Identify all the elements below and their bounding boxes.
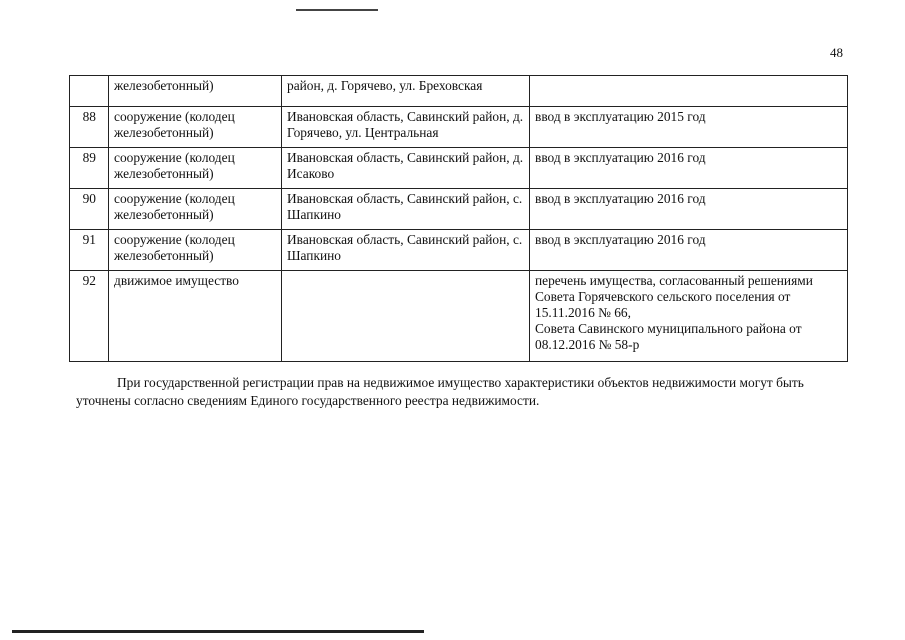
- object-address: Ивановская область, Савинский район, с. Шапкино: [282, 189, 530, 230]
- scan-mark-top: [296, 9, 378, 11]
- row-number: [70, 76, 109, 107]
- registration-note: При государственной регистрации прав на недвижимое имущество характеристики объектов недвижимости могут быть уточнены согласно сведениям Единого государственного реестра недвижимости.: [76, 375, 804, 408]
- table-row: [70, 148, 848, 189]
- remark-line: ввод в эксплуатацию 2016 год: [535, 232, 706, 247]
- property-table: [69, 75, 848, 362]
- object-address: Ивановская область, Савинский район, д. Исаково: [282, 148, 530, 189]
- table-row: [70, 76, 848, 107]
- row-number: 89: [70, 148, 109, 189]
- object-name: железобетонный): [109, 76, 282, 107]
- remark-line: ввод в эксплуатацию 2016 год: [535, 150, 706, 165]
- scan-mark-bottom: [12, 630, 424, 633]
- object-remarks: [530, 148, 848, 189]
- object-remarks: [530, 107, 848, 148]
- remark-line: перечень имущества, согласованный решениями Совета Горячевского сельского поселения от 15.11.2016 № 66,: [535, 273, 813, 320]
- object-remarks: [530, 76, 848, 107]
- object-address: Ивановская область, Савинский район, д. Горячево, ул. Центральная: [282, 107, 530, 148]
- object-remarks: [530, 230, 848, 271]
- object-remarks: [530, 271, 848, 362]
- object-address: [282, 271, 530, 362]
- table-row: [70, 271, 848, 362]
- table-row: [70, 107, 848, 148]
- object-remarks: [530, 189, 848, 230]
- object-name: сооружение (колодец железобетонный): [109, 148, 282, 189]
- object-name: сооружение (колодец железобетонный): [109, 230, 282, 271]
- remark-line: ввод в эксплуатацию 2016 год: [535, 191, 706, 206]
- remark-line: ввод в эксплуатацию 2015 год: [535, 109, 706, 124]
- object-address: район, д. Горячево, ул. Бреховская: [282, 76, 530, 107]
- object-name: сооружение (колодец железобетонный): [109, 189, 282, 230]
- table-row: [70, 230, 848, 271]
- row-number: 90: [70, 189, 109, 230]
- page-number: 48: [830, 45, 843, 60]
- table-row: [70, 189, 848, 230]
- row-number: 92: [70, 271, 109, 362]
- object-address: Ивановская область, Савинский район, с. Шапкино: [282, 230, 530, 271]
- remark-line: Совета Савинского муниципального района от 08.12.2016 № 58-р: [535, 321, 802, 352]
- row-number: 91: [70, 230, 109, 271]
- row-number: 88: [70, 107, 109, 148]
- object-name: движимое имущество: [109, 271, 282, 362]
- object-name: сооружение (колодец железобетонный): [109, 107, 282, 148]
